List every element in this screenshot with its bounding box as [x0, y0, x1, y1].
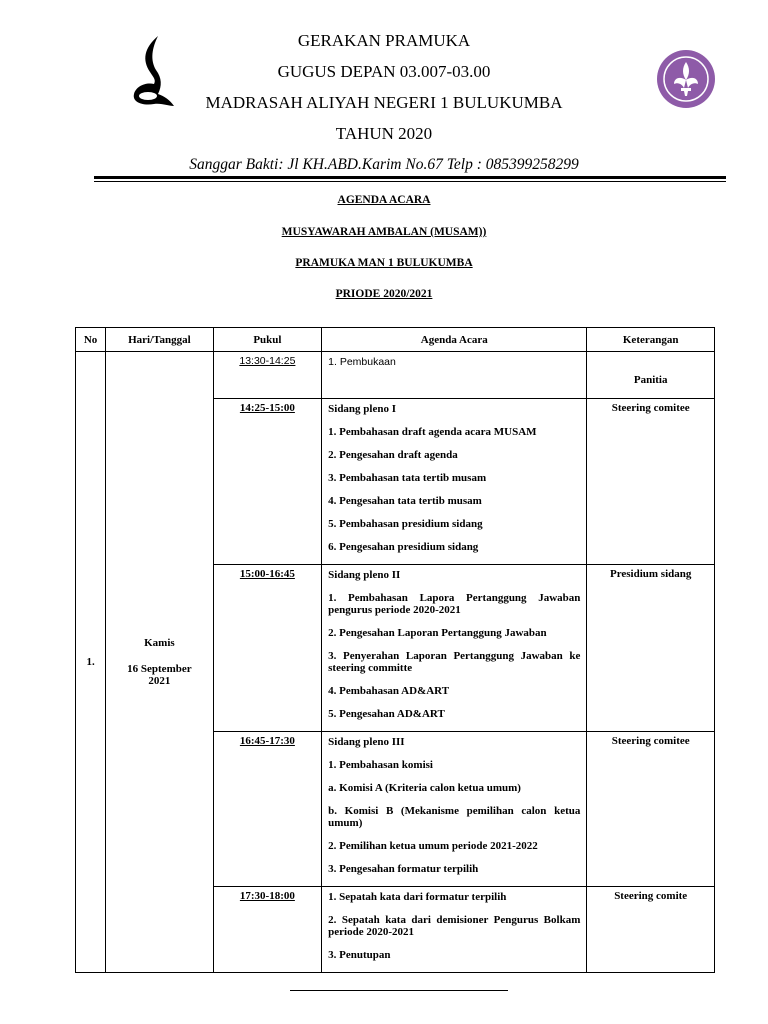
agenda-item: 2. Pemilihan ketua umum periode 2021-2022: [328, 840, 538, 852]
agenda-cell: [322, 887, 587, 973]
agenda-item: 4. Pengesahan tata tertib musam: [328, 495, 482, 507]
title-organization: PRAMUKA MAN 1 BULUKUMBA: [295, 257, 473, 269]
footer-rule: [290, 990, 508, 991]
time-cell: 17:30-18:00: [213, 887, 322, 973]
header-no: No: [76, 328, 106, 352]
notes-cell: Presidium sidang: [587, 565, 715, 732]
agenda-item: b. Komisi B (Mekanisme pemilihan calon ketua umum): [328, 805, 581, 829]
header-time: Pukul: [213, 328, 322, 352]
agenda-cell: [322, 732, 587, 887]
time-cell: 14:25-15:00: [213, 399, 322, 565]
agenda-item: 2. Pengesahan draft agenda: [328, 449, 458, 461]
agenda-item: Sidang pleno I: [328, 403, 397, 415]
agenda-item: 1. Pembahasan komisi: [328, 759, 433, 771]
notes-cell: Steering comitee: [587, 732, 715, 887]
agenda-item: 4. Pembahasan AD&ART: [328, 685, 450, 697]
agenda-item: 1. Pembukaan: [328, 356, 396, 368]
title-event: MUSYAWARAH AMBALAN (MUSAM)): [281, 226, 487, 238]
title-agenda: AGENDA ACARA: [337, 194, 431, 206]
agenda-item: 3. Pengesahan formatur terpilih: [328, 863, 479, 875]
title-period: PRIODE 2020/2021: [335, 288, 433, 300]
row-number: 1.: [76, 352, 106, 973]
agenda-item: 1. Sepatah kata dari formatur terpilih: [328, 891, 507, 903]
time-cell: 15:00-16:45: [213, 565, 322, 732]
agenda-item: Sidang pleno III: [328, 736, 405, 748]
agenda-item: 6. Pengesahan presidium sidang: [328, 541, 479, 553]
header-school-name: MADRASAH ALIYAH NEGERI 1 BULUKUMBA: [205, 93, 563, 112]
agenda-item: 5. Pengesahan AD&ART: [328, 708, 445, 720]
header-rule-thick: [94, 176, 726, 179]
agenda-item: 1. Pembahasan draft agenda acara MUSAM: [328, 426, 537, 438]
header-rule-thin: [94, 181, 726, 182]
agenda-item: 3. Penyerahan Laporan Pertanggung Jawaban ke steering committe: [328, 650, 581, 674]
agenda-item: 5. Pembahasan presidium sidang: [328, 518, 483, 530]
year-text: 2021: [148, 675, 171, 687]
header-notes: Keterangan: [587, 328, 715, 352]
agenda-cell: [322, 399, 587, 565]
agenda-item: 2. Pengesahan Laporan Pertanggung Jawaban: [328, 627, 547, 639]
time-cell: 16:45-17:30: [213, 732, 322, 887]
header-agenda: Agenda Acara: [322, 328, 587, 352]
notes-cell: Steering comite: [587, 887, 715, 973]
agenda-item: a. Komisi A (Kriteria calon ketua umum): [328, 782, 521, 794]
agenda-item: 1. Pembahasan Lapora Pertanggung Jawaban pengurus periode 2020-2021: [328, 592, 581, 616]
header-day: Hari/Tanggal: [106, 328, 214, 352]
agenda-item: 3. Penutupan: [328, 949, 391, 961]
table-row: [76, 352, 715, 399]
date-text: 16 September: [127, 663, 192, 675]
agenda-table: [75, 327, 715, 973]
agenda-cell: [322, 565, 587, 732]
day-date-cell: [106, 352, 214, 973]
header-org-name: GERAKAN PRAMUKA: [297, 31, 471, 50]
table-header-row: [76, 328, 715, 352]
time-cell: 13:30-14:25: [213, 352, 322, 399]
agenda-item: Sidang pleno II: [328, 569, 401, 581]
day-name: Kamis: [144, 637, 175, 649]
header-gugus-depan: GUGUS DEPAN 03.007-03.00: [277, 62, 491, 81]
agenda-item: 2. Sepatah kata dari demisioner Pengurus Bolkam periode 2020-2021: [328, 914, 581, 938]
notes-cell: Panitia: [587, 352, 715, 399]
notes-cell: Steering comitee: [587, 399, 715, 565]
header-address: Sanggar Bakti: Jl KH.ABD.Karim No.67 Telp : 085399258299: [189, 156, 579, 173]
header-year: TAHUN 2020: [335, 124, 433, 143]
agenda-cell: [322, 352, 587, 399]
agenda-item: 3. Pembahasan tata tertib musam: [328, 472, 487, 484]
